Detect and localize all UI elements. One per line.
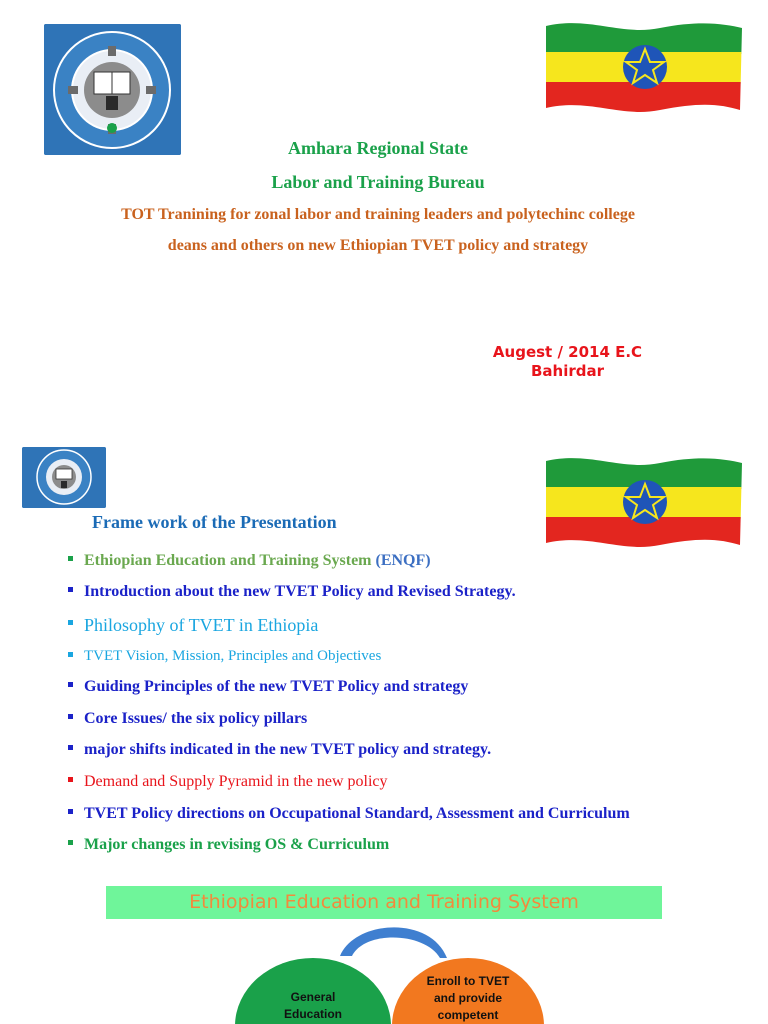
bullet-marker	[68, 745, 73, 750]
education-diagram	[0, 870, 768, 1024]
ethiopian-flag	[540, 18, 746, 118]
bullet-marker	[68, 777, 73, 782]
ethiopian-flag-icon	[540, 18, 746, 118]
right-circle-line2: and provide	[433, 991, 503, 1005]
bullet-text: major shifts indicated in the new TVET policy and strategy.	[84, 741, 492, 758]
bullet-text: Major changes in revising OS & Curriculum	[84, 836, 390, 853]
framework-title: Frame work of the Presentation	[92, 512, 337, 532]
left-circle-line1: General	[290, 990, 336, 1004]
curved-arrow-icon	[340, 927, 447, 958]
bullet-text-extra: (ENQF)	[375, 552, 431, 569]
bullet-text: Guiding Principles of the new TVET Policy and strategy	[84, 678, 469, 695]
presentation-place: Bahirdar	[530, 362, 605, 380]
bullet-marker	[68, 587, 73, 592]
presentation-date: Augest / 2014 E.C	[492, 343, 643, 361]
bullet-marker	[68, 714, 73, 719]
region-title: Amhara Regional State	[288, 138, 468, 158]
bullet-text: TVET Vision, Mission, Principles and Objectives	[84, 648, 382, 664]
bureau-logo-small	[22, 447, 106, 508]
bullet-marker	[68, 556, 73, 561]
title-slide	[0, 0, 768, 420]
bullet-marker	[68, 652, 73, 657]
bureau-seal-icon	[22, 447, 106, 508]
ethiopian-flag-icon	[540, 453, 746, 553]
tot-subtitle-line2: deans and others on new Ethiopian TVET policy and strategy	[167, 237, 589, 254]
education-system-slide	[0, 870, 768, 1024]
bullet-text: Demand and Supply Pyramid in the new policy	[84, 773, 388, 790]
bullet-marker	[68, 809, 73, 814]
ethiopian-flag	[540, 453, 746, 553]
tot-subtitle-line1: TOT Tranining for zonal labor and training leaders and polytechinc college	[121, 206, 635, 223]
right-circle-line1: Enroll to TVET	[426, 974, 510, 988]
bullet-marker	[68, 682, 73, 687]
left-circle-line2: Education	[283, 1007, 343, 1021]
education-system-banner: Ethiopian Education and Training System	[106, 886, 662, 919]
bullet-text: Ethiopian Education and Training System	[84, 552, 376, 569]
right-circle-line3: competent	[437, 1008, 499, 1022]
bullet-text: Core Issues/ the six policy pillars	[84, 710, 308, 727]
bullet-marker	[68, 840, 73, 845]
bullet-text: TVET Policy directions on Occupational Standard, Assessment and Curriculum	[84, 805, 630, 822]
bureau-seal-icon	[44, 24, 181, 155]
bullet-marker	[68, 620, 73, 625]
bullet-text: Philosophy of TVET in Ethiopia	[84, 615, 319, 635]
bullet-text: Introduction about the new TVET Policy and Revised Strategy.	[84, 583, 516, 600]
bureau-title: Labor and Training Bureau	[271, 172, 485, 192]
bureau-logo	[44, 24, 181, 155]
framework-slide	[0, 425, 768, 865]
